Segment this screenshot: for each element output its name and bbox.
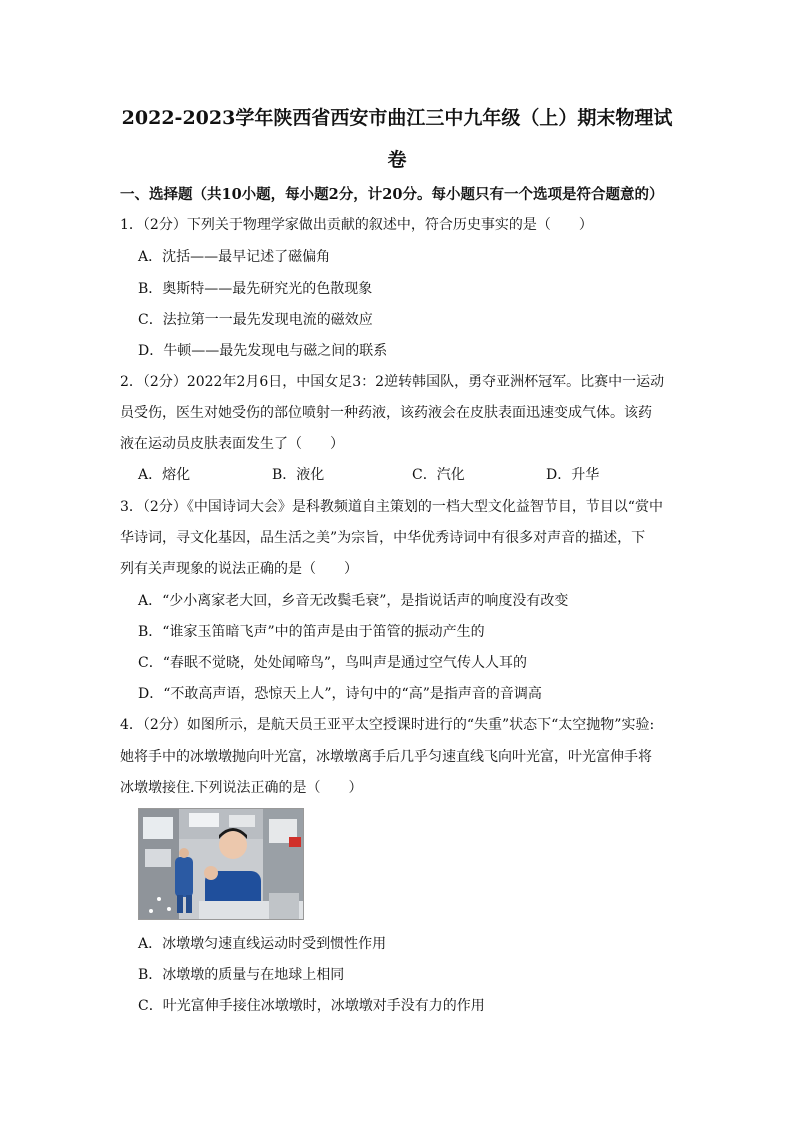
question-4-option-c: C．叶光富伸手接住冰墩墩时，冰墩墩对手没有力的作用 — [138, 998, 485, 1014]
page-title: 2022-2023学年陕西省西安市曲江三中九年级（上）期末物理试 — [121, 107, 673, 129]
astronaut-photo — [138, 808, 304, 920]
question-3-option-a: A．“少小离家老大回，乡音无改鬓毛衰”，是指说话声的响度没有改变 — [138, 593, 569, 609]
question-2-stem-line-2: 员受伤，医生对她受伤的部位喷射一种药液，该药液会在皮肤表面迅速变成气体。该药 — [120, 405, 652, 421]
question-1-option-d: D．牛顿——最先发现电与磁之间的联系 — [138, 343, 388, 359]
question-1-option-b: B．奥斯特——最先研究光的色散现象 — [138, 281, 373, 297]
question-4-stem-line-3: 冰墩墩接住.下列说法正确的是（ ） — [120, 780, 363, 796]
question-2-stem-line-1: 2．（2分）2022年2月6日，中国女足3：2逆转韩国队，勇夺亚洲杯冠军。比赛中一运动 — [120, 374, 665, 390]
question-3-stem-line-1: 3．（2分）《中国诗词大会》是科教频道自主策划的一档大型文化益智节目，节目以“赏中 — [120, 499, 663, 515]
question-3-option-c: C．“春眠不觉晓，处处闻啼鸟”，鸟叫声是通过空气传人人耳的 — [138, 655, 528, 671]
question-1-option-a: A．沈括——最早记述了磁偏角 — [138, 249, 331, 265]
question-4-stem-line-1: 4．（2分）如图所示，是航天员王亚平太空授课时进行的“失重”状态下“太空抛物”实验: — [120, 717, 655, 733]
question-2-option-a: A．熔化 — [138, 467, 191, 483]
question-2-option-d: D．升华 — [546, 467, 600, 483]
question-4-option-b: B．冰墩墩的质量与在地球上相同 — [138, 967, 345, 983]
question-3-stem-line-2: 华诗词，寻文化基因，品生活之美”为宗旨，中华优秀诗词中有很多对声音的描述，下 — [120, 530, 646, 546]
question-1-stem: 1．（2分）下列关于物理学家做出贡献的叙述中，符合历史事实的是（ ） — [120, 217, 593, 233]
question-2-stem-line-3: 液在运动员皮肤表面发生了（ ） — [120, 436, 344, 452]
page-title-continued: 卷 — [387, 149, 407, 171]
question-2-option-c: C．汽化 — [412, 467, 465, 483]
question-4-option-a: A．冰墩墩匀速直线运动时受到惯性作用 — [138, 936, 387, 952]
section-heading: 一、选择题（共10小题，每小题2分，计20分。每小题只有一个选项是符合题意的） — [120, 186, 664, 203]
question-2-option-b: B．液化 — [272, 467, 325, 483]
astronaut-illustration — [139, 809, 303, 919]
question-3-stem-line-3: 列有关声现象的说法正确的是（ ） — [120, 561, 358, 577]
question-3-option-b: B．“谁家玉笛暗飞声”中的笛声是由于笛管的振动产生的 — [138, 624, 485, 640]
question-3-option-d: D．“不敢高声语，恐惊天上人”，诗句中的“高”是指声音的音调高 — [138, 686, 542, 702]
question-4-stem-line-2: 她将手中的冰墩墩抛向叶光富，冰墩墩离手后几乎匀速直线飞向叶光富，叶光富伸手将 — [120, 749, 652, 765]
question-1-option-c: C．法拉第一一最先发现电流的磁效应 — [138, 312, 373, 328]
